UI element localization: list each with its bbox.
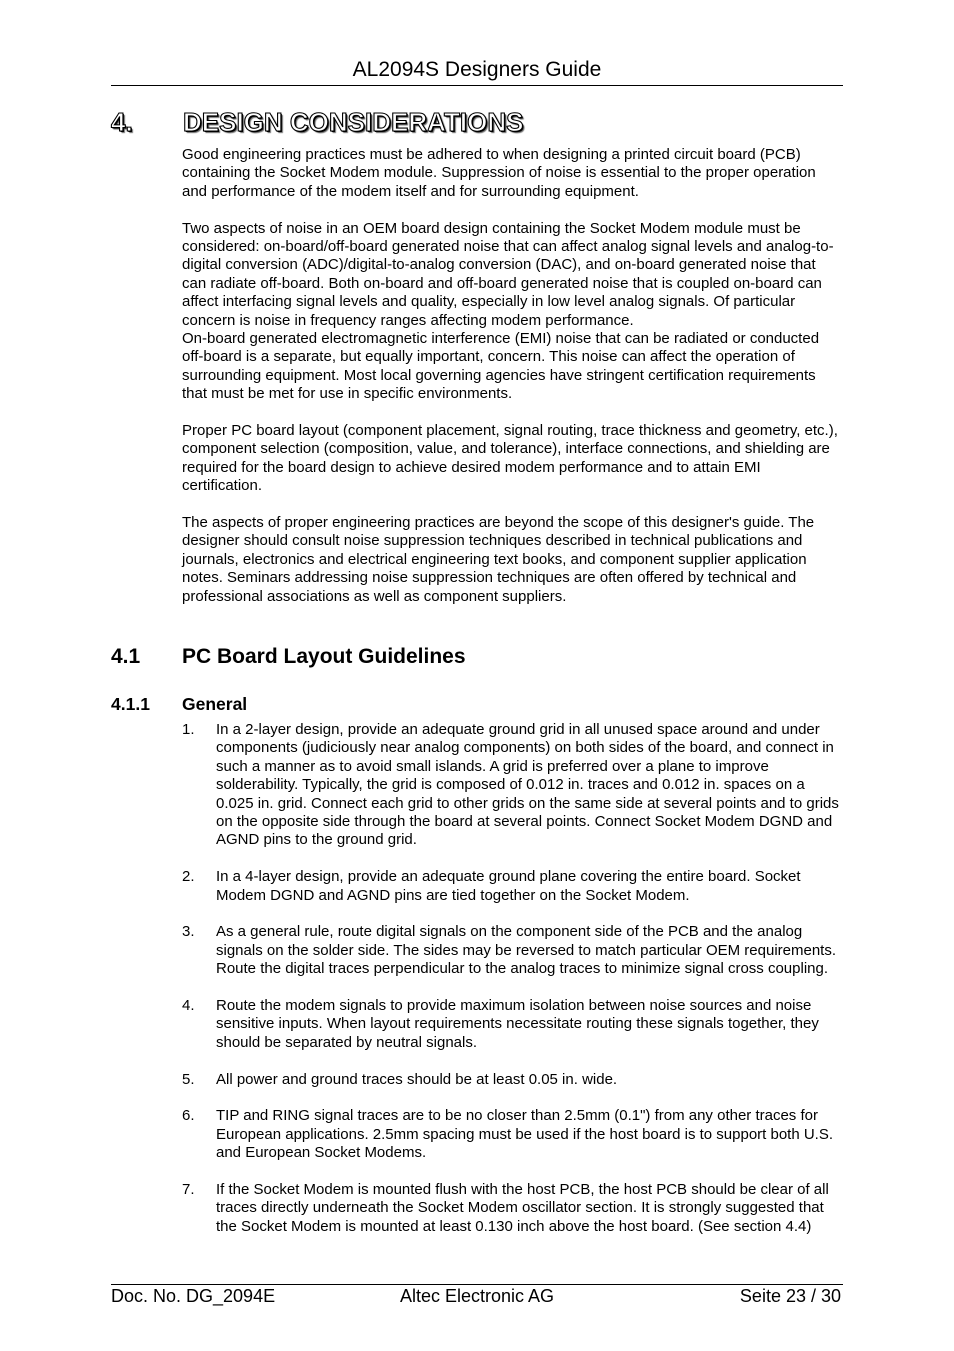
list-item <box>182 997 842 1052</box>
footer-rule <box>111 1284 843 1285</box>
subsection-title: General <box>182 694 248 714</box>
intro-paragraph: Good engineering practices must be adhered to when designing a printed circuit board (PCB) containing the Socket Modem module. Suppression of noise is essential to the proper operation and performance of the modem itself and for surrounding equipment. <box>182 146 816 200</box>
footer-page-number: Seite 23 / 30 <box>739 1286 841 1306</box>
list-item-number: 4. <box>182 997 195 1015</box>
list-item-text: In a 4-layer design, provide an adequate ground plane covering the entire board. Socket Modem DGND and AGND pins are tied together on the Socket Modem. <box>216 868 801 904</box>
intro-body <box>182 146 842 606</box>
header-rule <box>111 85 843 86</box>
intro-paragraph: On-board generated electromagnetic interference (EMI) noise that can be radiated or conducted off-board is a separate, but equally important, concern. This noise can affect the operation of surrounding equipment. Most local governing agencies have stringent certification requirements that must be met for use in specific environments. <box>182 330 820 403</box>
list-item-number: 7. <box>182 1181 195 1199</box>
footer-doc-number: Doc. No. DG_2094E <box>111 1286 276 1306</box>
chapter-title: DESIGN CONSIDERATIONS <box>183 107 524 137</box>
list-item-number: 3. <box>182 923 195 941</box>
list-item-number: 5. <box>182 1070 195 1088</box>
section-title: PC Board Layout Guidelines <box>182 645 466 668</box>
list-item-number: 2. <box>182 868 195 886</box>
list-item <box>182 868 842 905</box>
chapter-number: 4. <box>111 107 133 137</box>
subsection-number: 4.1.1 <box>111 694 150 714</box>
list-item-text: All power and ground traces should be at least 0.05 in. wide. <box>216 1070 618 1088</box>
intro-paragraph: Proper PC board layout (component placement, signal routing, trace thickness and geometry, etc.), component selection (composition, value, and tolerance), interface connections, and shielding are required for the board design to achieve desired modem performance and to attain EMI certification. <box>182 422 838 495</box>
page-header-title: AL2094S Designers Guide <box>352 58 602 81</box>
list-item-number: 1. <box>182 721 195 738</box>
list-item-text: As a general rule, route digital signals on the component side of the PCB and the analog signals on the solder side. The sides may be reversed to match particular OEM requirements. Route the digital traces perpendicular to the analog traces to minimize signal cross coupling. <box>216 923 837 978</box>
list-item <box>182 1181 842 1236</box>
list-item-text: In a 2-layer design, provide an adequate ground grid in all unused space around and under components (judiciously near analog components) on both sides of the board, and connect in such a manner as to avoid small islands. A grid is preferred over a plane to improve solderability. Typically, the grid is composed of 0.012 in. traces and 0.012 in. spaces on a 0.025 in. grid. Connect each grid to other grids on the same side at several points and to grids on the opposite side through the board at several points. Connect Socket Modem DGND and AGND pins to the ground grid. <box>216 721 839 849</box>
list-item-text: If the Socket Modem is mounted flush with the host PCB, the host PCB should be clear of all traces directly underneath the Socket Modem oscillator section. It is strongly suggested that the Socket Modem is mounted at least 0.130 inch above the host board. (See section 4.4) <box>216 1181 829 1235</box>
list-item-text: Route the modem signals to provide maximum isolation between noise sources and noise sensitive inputs. When layout requirements necessitate routing these signals together, they should be separated by neutral signals. <box>216 997 819 1051</box>
list-item-number: 6. <box>182 1107 195 1125</box>
footer-company: Altec Electronic AG <box>399 1286 555 1306</box>
intro-paragraph: The aspects of proper engineering practices are beyond the scope of this designer's guide. The designer should consult noise suppression techniques described in technical publications and journals, electronics and electrical engineering text books, and component supplier application notes. Seminars addressing noise suppression techniques are often offered by technical and professional associations as well as component suppliers. <box>182 514 815 605</box>
section-number: 4.1 <box>111 645 141 668</box>
list-item <box>182 923 842 978</box>
list-item <box>182 1107 842 1162</box>
intro-paragraph: Two aspects of noise in an OEM board design containing the Socket Modem module must be considered: on-board/off-board generated noise that can affect analog signal levels and analog-to-digital conversion (ADC)/digital-to-analog conversion (DAC), and on-board generated noise that can radiate off-board. Both on-board and off-board generated noise that is coupled on-board can affect interfacing signal levels and quality, especially in low level analog signals. Of particular concern is noise in frequency ranges affecting modem performance. <box>182 219 834 329</box>
list-item <box>182 721 842 850</box>
list-item-text: TIP and RING signal traces are to be no closer than 2.5mm (0.1") from any other traces for European applications. 2.5mm spacing must be used if the host board is to support both U.S. and European Socket Modems. <box>216 1107 834 1162</box>
guideline-list <box>182 721 842 1255</box>
list-item <box>182 1071 842 1089</box>
